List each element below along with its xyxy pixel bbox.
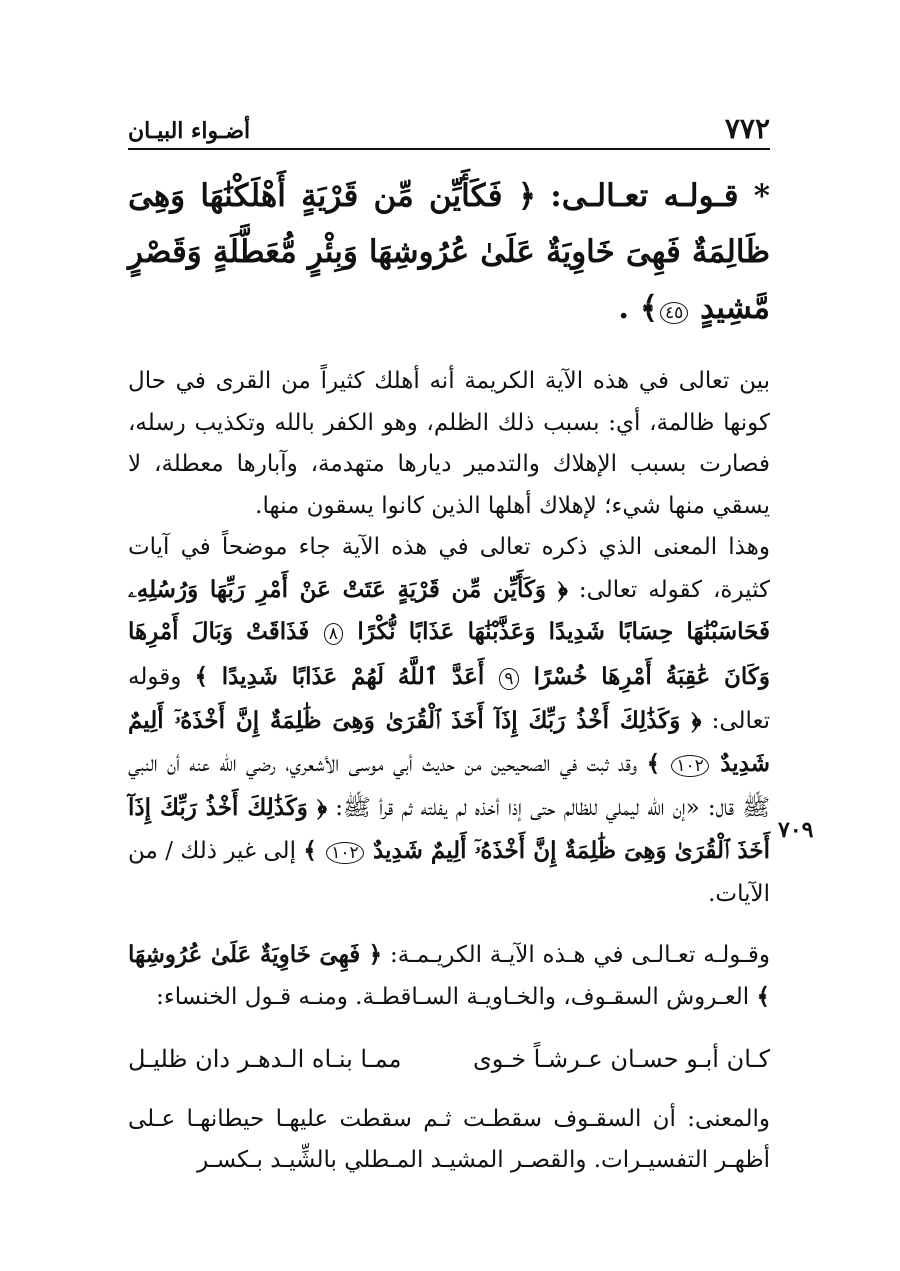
verse-text: ﴿ فَكَأَيِّن مِّن قَرْيَةٍ أَهْلَكْنَٰهَا وَهِىَ ظَالِمَةٌ فَهِىَ خَاوِيَةٌ عَلَىٰ عُرُوشِهَا وَبِئْرٍ مُّعَطَّلَةٍ وَقَصْرٍ مَّشِيدٍ [128,178,770,326]
paragraph-gap [128,916,770,934]
commentary-text: وقوله تعالى: [128,663,771,734]
commentary-paragraph-2 [128,934,770,1019]
quran-quote: ﴿ وَكَذَٰلِكَ أَخْذُ رَبِّكَ إِذَآ أَخَذَ ٱلْقُرَىٰ وَهِىَ ظَٰلِمَةٌ إِنَّ أَخْذَهُۥٓ أَلِيمٌ شَدِيدٌ [128,794,771,864]
book-title: أضـواء البيـان [128,118,251,144]
ayah-number-marker: ٩ [499,668,518,690]
commentary-text: وهذا المعنى الذي ذكره تعالى في هذه الآية جاء موضحاً في آيات كثيرة، كقوله تعالى: [128,534,771,603]
page-body [128,168,770,1182]
poem-verse [128,1037,770,1081]
page-header [128,108,770,150]
paragraph-gap [128,1019,770,1037]
ayah-number-marker: ٤٥ [660,302,688,324]
margin-page-reference: ٧٠٩ [778,817,814,843]
commentary-paragraph-3 [128,1099,770,1182]
quran-quote: فَذَاقَتْ وَبَالَ أَمْرِهَا وَكَانَ عَٰقِبَةُ أَمْرِهَا خُسْرًا [128,618,770,690]
commentary-text: وقـولـه تعـالـى في هـذه الآيـة الكريـمـة: [389,941,771,968]
verse-heading [128,168,770,341]
paragraph-gap [128,1081,770,1099]
poem-first-hemistich: كـان أبـو حسـان عـرشـاً خـوى [473,1044,770,1073]
commentary-text: العـروش السقـوف، والخـاويـة السـاقطـة. ومنـه قـول الخنساء: [156,984,750,1010]
commentary-text: بين تعالى في هذه الآية الكريمة أنه أهلك كثيراً من القرى في حال كونها ظالمة، أي: بسبب ذلك الظلم، وهو الكفر بالله وتكذيب رسله، فصارت بسبب الإهلاك والتدمير ديارها متهدمة، وآبارها معطلة، لا يسقي منها شيء؛ لإهلاك أهلها الذين كانوا يسقون منها. [128,368,770,519]
page-number: ٧٧٢ [724,112,770,145]
commentary-paragraph-1 [128,361,770,916]
commentary-text: والمعنى: أن السقـوف سقطـت ثـم سقطت عليهـا حيطانهـا عـلى أظهـر التفسيـرات. والقصـر المشيـد المـطلي بالشِّيـد بـكسـر [128,1105,770,1173]
quran-quote: ﴿ وَكَذَٰلِكَ أَخْذُ رَبِّكَ إِذَآ أَخَذَ ٱلْقُرَىٰ وَهِىَ ظَٰلِمَةٌ إِنَّ أَخْذَهُۥٓ أَلِيمٌ شَدِيدٌ [128,707,771,777]
quran-quote: ﴿ فَهِىَ خَاوِيَةٌ عَلَىٰ عُرُوشِهَا ﴾ [128,940,770,1010]
commentary-text: وقد ثبت في الصحيحين من حديث أبي موسى الأشعري، رضي الله عنه أن النبي ﷺ قال: «إن الله ليملي للظالم حتى إذا أخذه لم يفلته ثم قرأ ﷺ: [128,750,770,821]
quran-quote: ﴿ وَكَأَيِّن مِّن قَرْيَةٍ عَتَتْ عَنْ أَمْرِ رَبِّهَا وَرُسُلِهِۦ فَحَاسَبْنَٰهَا حِسَابًا شَدِيدًا وَعَذَّبْنَٰهَا عَذَابًا نُّكْرًا [128,575,771,645]
verse-lead: * قـولـه تعـالـى: [550,178,770,214]
quran-quote: أَعَدَّ ٱللَّهُ لَهُمْ عَذَابًا شَدِيدًا ﴾ [194,662,485,690]
poem-second-hemistich: ممـا بنـاه الـدهـر دان ظليـل [128,1044,402,1073]
verse-close: ﴾ . [618,290,658,326]
commentary-text: إلى غير ذلك / من الآيات. [128,837,770,907]
ayah-number-marker: ٨ [324,623,343,645]
ayah-number-marker: ١٠٢ [671,755,708,777]
ayah-number-marker: ١٠٢ [326,842,363,864]
quran-quote: ﴾ [646,749,661,777]
quran-quote: ﴾ [303,836,317,864]
